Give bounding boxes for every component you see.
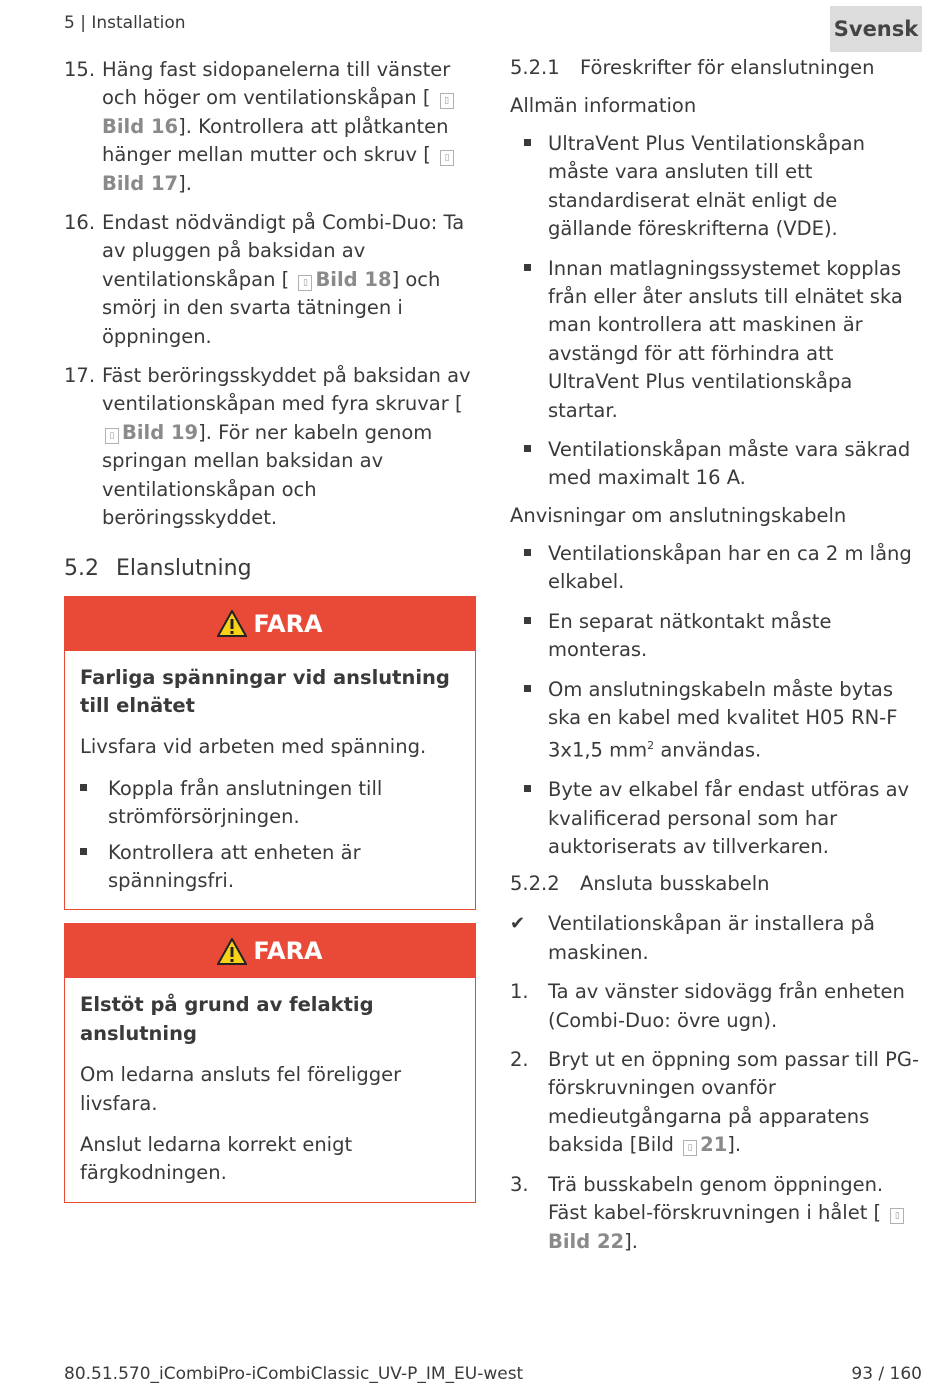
image-ref-link[interactable]: ▯Bild 22 xyxy=(548,1201,907,1252)
image-ref-icon: ▯ xyxy=(298,275,312,291)
step-2: 2. Bryt ut en öppning som passar till PG-förskruvningen ovanför medieutgångarna på apparatens baksida [Bild ▯ 21]. xyxy=(510,1048,920,1157)
right-column xyxy=(510,56,922,1267)
list-item: Ventilationskåpan har en ca 2 m lång elkabel. xyxy=(510,540,922,597)
cable-list xyxy=(510,540,922,862)
danger-text: Livsfara vid arbeten med spänning. xyxy=(80,735,427,759)
danger-title: Elstöt på grund av felaktig anslutning xyxy=(80,993,374,1045)
list-item: Byte av elkabel får endast utföras av kvalificerad personal som har auktoriserats av tillverkaren. xyxy=(510,776,922,861)
language-tab: Svensk xyxy=(830,6,922,52)
danger-header: FARA xyxy=(65,597,475,651)
list-item: Koppla från anslutningen till strömförsörjningen. xyxy=(80,775,460,832)
warning-icon xyxy=(217,938,247,965)
section-heading-5-2-1: 5.2.1 Föreskrifter för elanslutningen xyxy=(510,56,875,79)
image-ref-link[interactable]: ▯Bild 16 xyxy=(102,86,457,137)
subheading-general: Allmän information xyxy=(510,94,697,117)
danger-text: Anslut ledarna korrekt enigt färgkodningen. xyxy=(80,1132,353,1185)
precondition: ✔ Ventilationskåpan är installera på maskinen. xyxy=(510,910,922,967)
danger-box-voltage xyxy=(64,596,476,911)
image-ref-link[interactable]: ▯ Bild 18 xyxy=(295,268,391,291)
image-ref-link[interactable]: ▯ Bild 19 xyxy=(102,421,198,444)
danger-header: FARA xyxy=(65,924,475,978)
step-15: 15. Häng fast sidopanelerna till vänster och höger om ventilationskåpan [ ▯Bild 16]. Kontrollera att plåtkanten hänger mellan mutter och skruv [ ▯Bild 17]. xyxy=(64,56,476,198)
section-heading-5-2: 5.2 Elanslutning xyxy=(64,555,252,581)
list-item: Om anslutningskabeln måste bytas ska en kabel med kvalitet H05 RN-F 3x1,5 $mm^2$ användas. xyxy=(510,676,922,766)
image-ref-icon: ▯ xyxy=(683,1140,697,1156)
general-list xyxy=(510,130,922,493)
danger-box-connection xyxy=(64,923,476,1202)
header-section: 5 | Installation xyxy=(64,13,186,33)
list-item: En separat nätkontakt måste monteras. xyxy=(510,608,922,665)
image-ref-icon: ▯ xyxy=(890,1208,904,1224)
image-ref-icon: ▯ xyxy=(105,428,119,444)
subheading-cable: Anvisningar om anslutningskabeln xyxy=(510,503,847,527)
step-17: 17. Fäst beröringsskyddet på baksidan av ventilationskåpan med fyra skruvar [ ▯ Bild 19]. För ner kabeln genom springan mellan baksidan av ventilationskåpan och beröringsskyddet. xyxy=(64,364,471,530)
image-ref-link[interactable]: ▯ 21 xyxy=(680,1133,727,1156)
step-1: 1. Ta av vänster sidovägg från enheten (Combi-Duo: övre ugn). xyxy=(510,980,905,1032)
step-3: 3. Trä busskabeln genom öppningen. Fäst kabel-förskruvningen i hålet [ ▯Bild 22]. xyxy=(510,1171,922,1256)
checkmark-icon: ✔ xyxy=(510,913,526,935)
step-16: 16. Endast nödvändigt på Combi-Duo: Ta av pluggen på baksidan av ventilationskåpan [ ▯ Bild 18] och smörj in den svarta tätningen i öppningen. xyxy=(64,211,465,348)
list-item: UltraVent Plus Ventilationskåpan måste vara ansluten till ett standardiserat elnät enligt de gällande föreskrifterna (VDE). xyxy=(510,130,922,244)
danger-text: Om ledarna ansluts fel föreligger livsfara. xyxy=(80,1063,402,1115)
danger-title: Farliga spänningar vid anslutning till elnätet xyxy=(80,665,450,717)
list-item: Ventilationskåpan måste vara säkrad med maximalt 16 A. xyxy=(510,436,922,493)
warning-icon xyxy=(217,610,247,637)
image-ref-link[interactable]: ▯Bild 17 xyxy=(102,143,457,194)
list-item: Innan matlagningssystemet kopplas från eller åter ansluts till elnätet ska man kontrollera att maskinen är avstängd för att förhindra att UltraVent Plus ventilationskåpa startar. xyxy=(510,255,922,425)
footer-doc-id: 80.51.570_iCombiPro-iCombiClassic_UV-P_IM_EU-west xyxy=(64,1364,524,1384)
image-ref-icon: ▯ xyxy=(440,150,454,166)
page-number: 93 / 160 xyxy=(851,1364,922,1384)
list-item: Kontrollera att enheten är spänningsfri. xyxy=(80,839,460,896)
section-heading-5-2-2: 5.2.2 Ansluta busskabeln xyxy=(510,872,770,896)
image-ref-icon: ▯ xyxy=(440,93,454,109)
left-column xyxy=(64,56,476,1216)
